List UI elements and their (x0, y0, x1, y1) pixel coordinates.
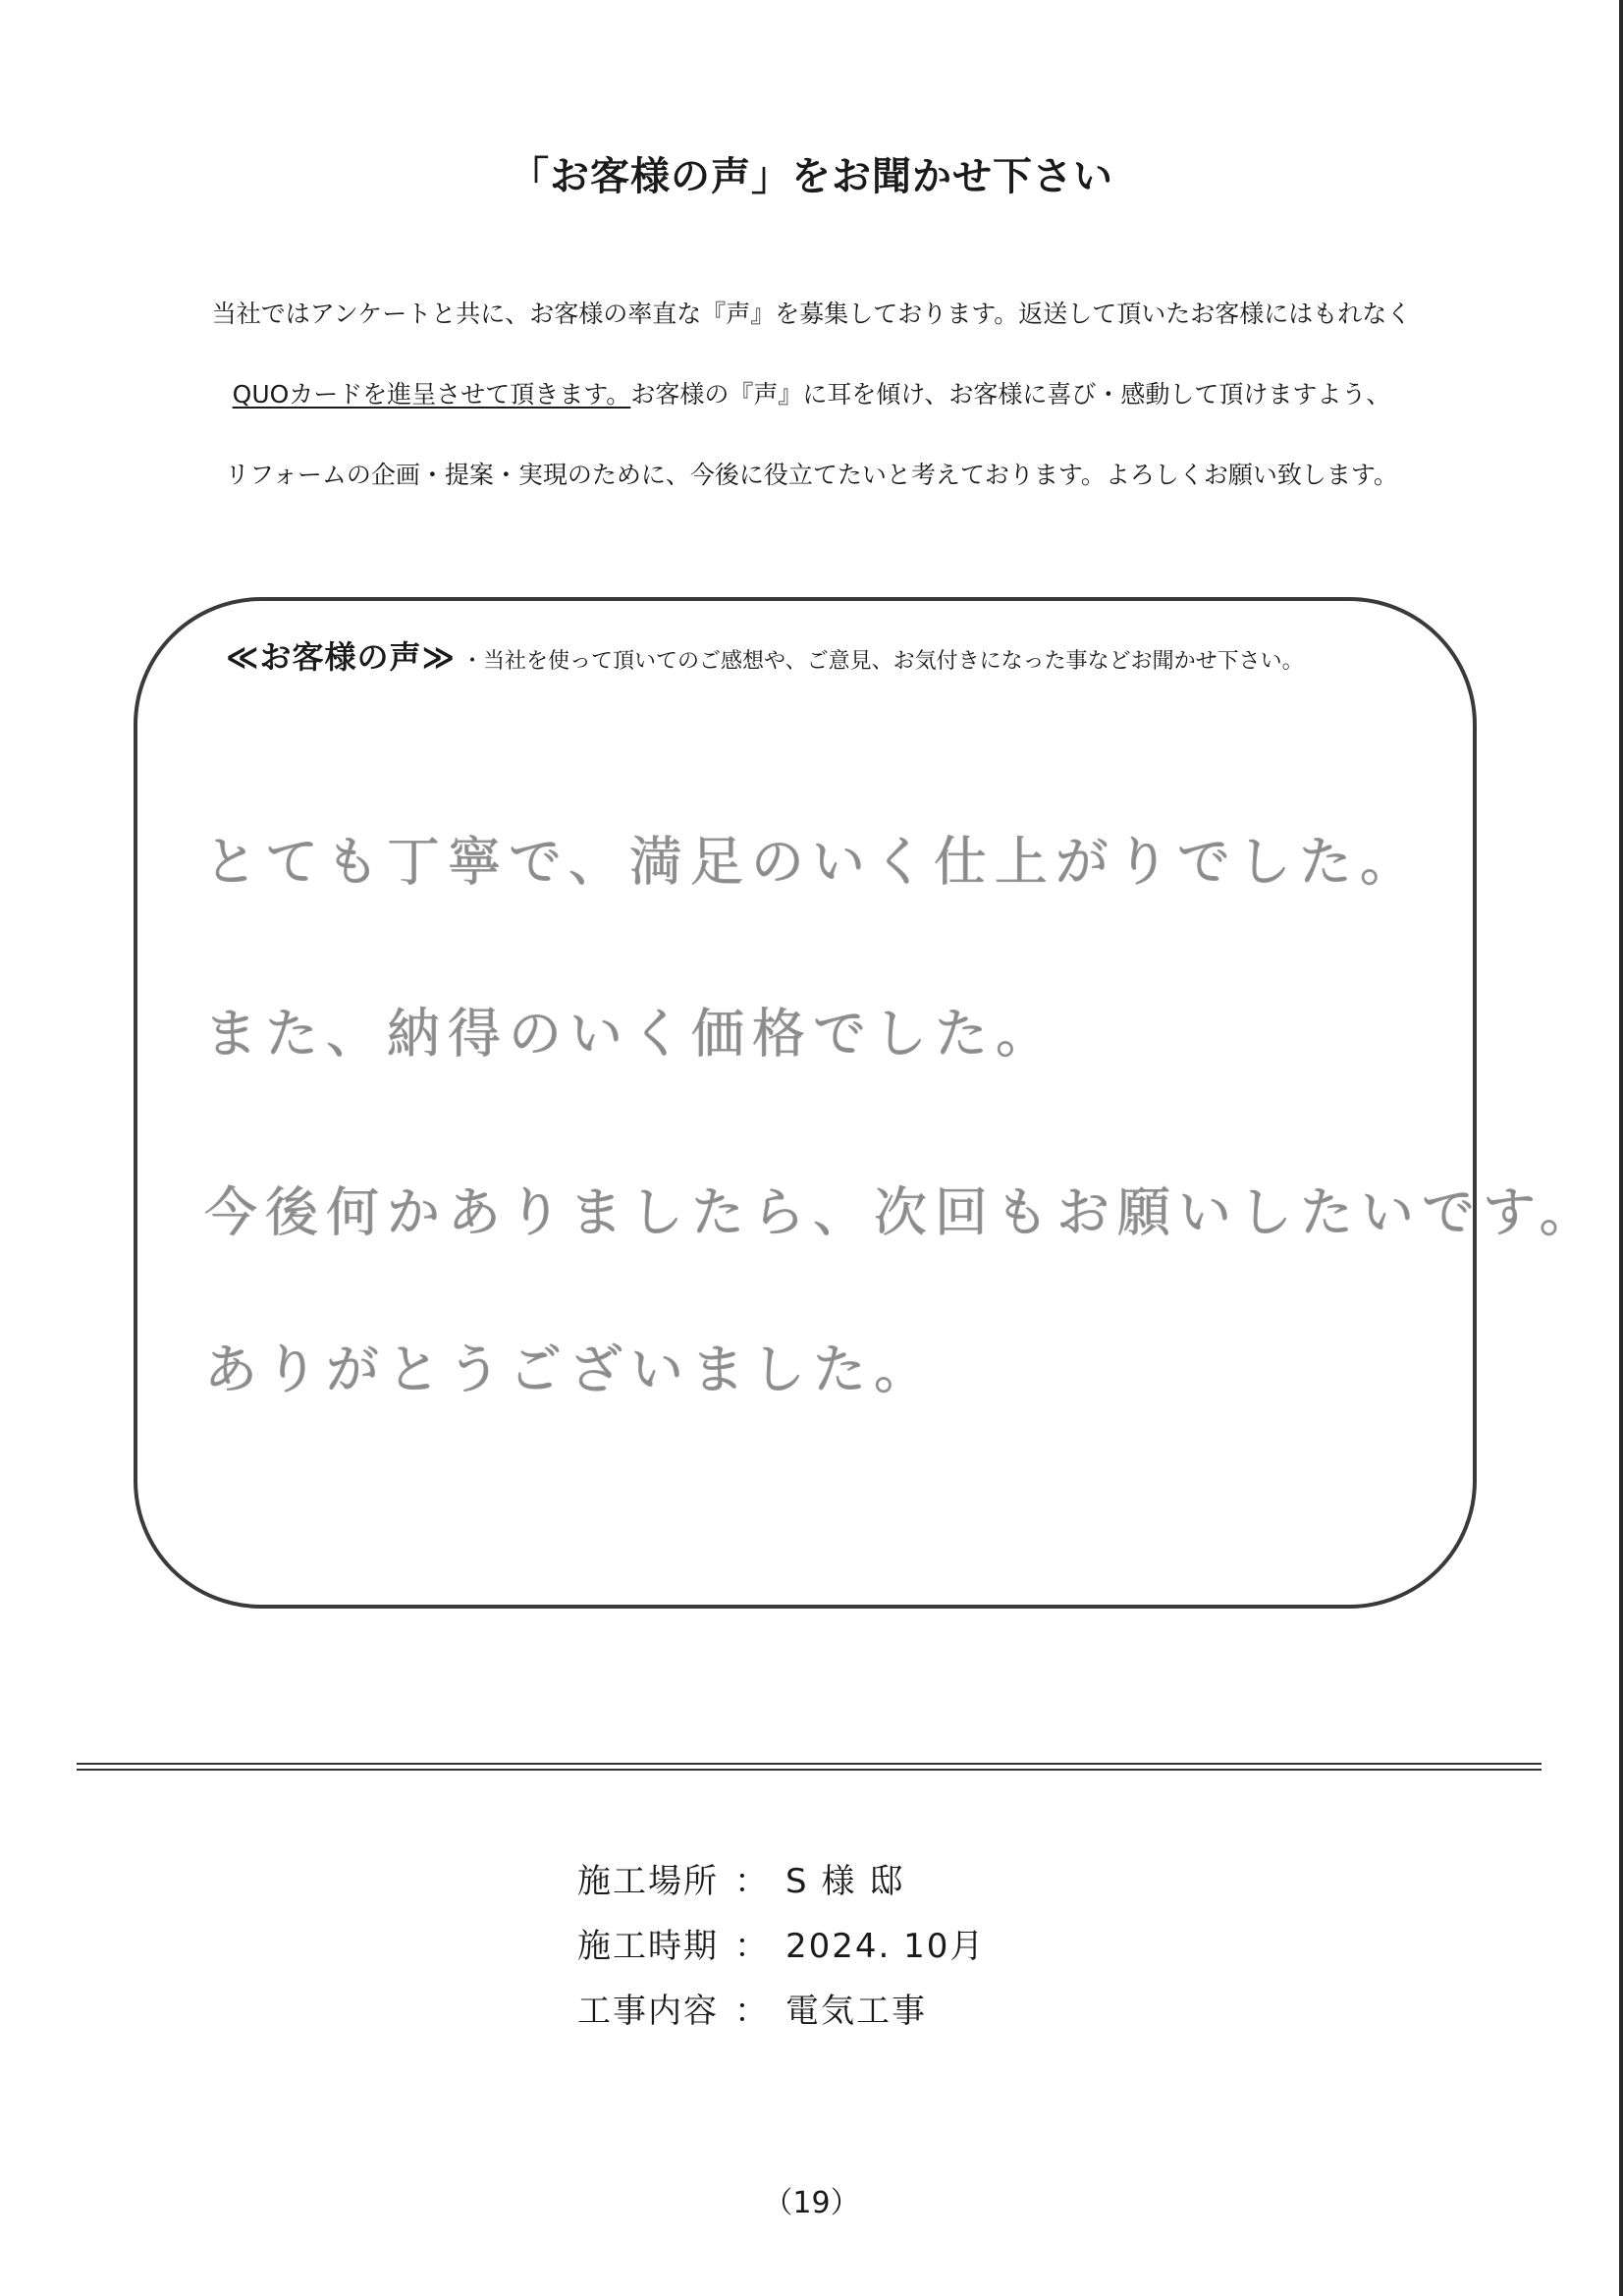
customer-voice-box (134, 597, 1477, 1609)
page-edge-line (1619, 0, 1623, 2296)
period-value: 2024. 10月 (785, 1927, 986, 1966)
page-number: （19） (763, 2186, 860, 2220)
intro-line-1: 当社ではアンケートと共に、お客様の率直な『声』を募集しております。返送して頂いたお客様にはもれなく (211, 300, 1412, 328)
quo-card-note: QUOカードを進呈させて頂きます。 (232, 380, 631, 409)
location-label: 施工場所 (577, 1862, 719, 1901)
content-value: 電気工事 (785, 1992, 927, 2031)
voice-label: ≪お客様の声≫ (226, 638, 457, 676)
voice-description: ・当社を使って頂いてのご感想や、ご意見、お気付きになった事などお聞かせ下さい。 (461, 649, 1304, 674)
handwritten-line-3: 今後何かありましたら、次回もお願いしたいです。 (204, 1181, 1600, 1243)
intro-line-2 (0, 375, 1623, 410)
content-label: 工事内容 (577, 1992, 719, 2031)
handwritten-line-2: また、納得のいく価格でした。 (204, 1003, 1056, 1065)
voice-header (226, 632, 1304, 678)
info-row-period (577, 1919, 985, 1967)
intro-line-3: リフォームの企画・提案・実現のために、今後に役立てたいと考えております。よろしくお願い致します。 (225, 461, 1398, 489)
period-label: 施工時期 (577, 1927, 719, 1966)
intro-line-2-rest: お客様の『声』に耳を傾け、お客様に喜び・感動して頂けますよう、 (630, 380, 1391, 409)
handwritten-line-4: ありがとうございました。 (204, 1339, 935, 1400)
handwritten-line-1: とても丁寧で、満足のいく仕上がりでした。 (204, 831, 1421, 893)
location-value: S 様 邸 (785, 1862, 905, 1901)
period-separator: ： (734, 1927, 770, 1966)
content-separator: ： (734, 1992, 770, 2031)
info-row-content (577, 1984, 927, 2032)
double-divider (77, 1763, 1542, 1771)
info-row-location (577, 1854, 904, 1902)
location-separator: ： (734, 1862, 770, 1901)
page-title: 「お客様の声」をお聞かせ下さい (510, 154, 1113, 199)
